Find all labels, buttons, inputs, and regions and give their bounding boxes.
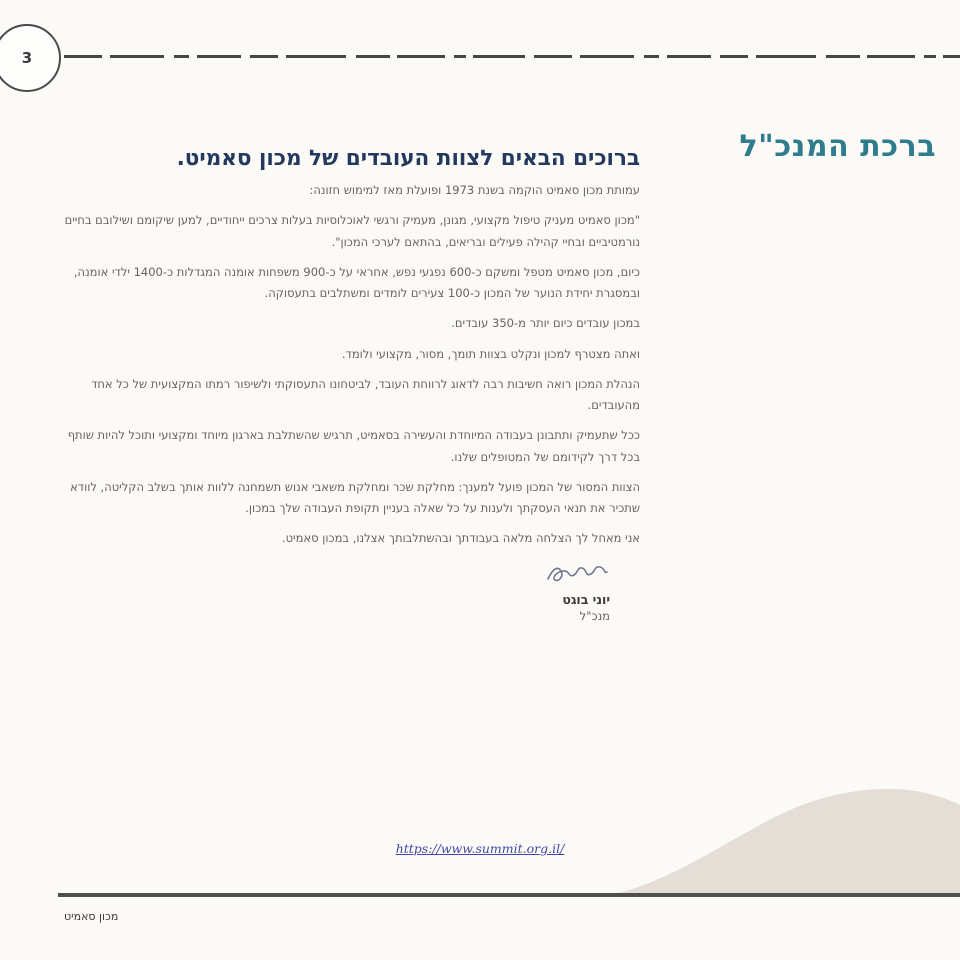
letter-paragraph: הצוות המסור של המכון פועל למענך: מחלקת שכר ומחלקת משאבי אנוש תשמחנה ללוות אותך בשלב הקליטה, לוודא שתכיר את תנאי העסקתך ולענות על כל שאלה בעניין תקופת העבודה שלך במכון. xyxy=(70,479,640,516)
page-title: ברכת המנכ"ל xyxy=(739,129,936,164)
letter-paragraph: במכון עובדים כיום יותר מ-350 עובדים. xyxy=(451,316,640,331)
letter-closing: אני מאחל לך הצלחה מלאה בעבודתך ובהשתלבותך אצלנו, במכון סאמיט. xyxy=(281,531,640,546)
signature-name: יוני בוגט xyxy=(562,591,610,607)
letter-paragraph: "מכון סאמיט מעניק טיפול מקצועי, מגונן, מעמיק ורגשי לאוכלוסיות בעלות צרכים ייחודיים, למען שיקומם ושילובם בחיים נורמטיביים ובחיי קהילה פעילים ובריאים, בהתאם לערכי המכון". xyxy=(64,213,640,249)
website-link[interactable]: https://www.summit.org.il/ xyxy=(395,841,565,856)
page-number: 3 xyxy=(21,49,33,67)
page-number-badge xyxy=(0,24,61,92)
letter-paragraph: ככל שתעמיק ותתבונן בעבודה המיוחדת והעשירה בסאמיט, תרגיש שהשתלבת בארגון מיוחד ומקצועי ותוכל להיות שותף בכל דרך לקידומם של המטופלים שלנו. xyxy=(67,428,640,464)
hill-decoration xyxy=(612,779,960,895)
letter-heading: ברוכים הבאים לצוות העובדים של מכון סאמיט. xyxy=(176,146,640,171)
letter-paragraph: כיום, מכון סאמיט מטפל ומשקם כ-600 נפגעי נפש, אחראי על כ-900 משפחות אומנה המגדלות כ-1400 ילדי אומנה, ובמסגרת יחידת הנוער של המכון כ-100 צעירים לומדים ומשתלבים בתעסוקה. xyxy=(73,264,640,301)
signature-block xyxy=(64,562,610,624)
letter-paragraph: ואתה מצטרף למכון ונקלט בצוות תומך, מסור, מקצועי ולומד. xyxy=(341,346,640,361)
footer-institute-name: מכון סאמיט xyxy=(64,910,119,923)
letter-paragraph: הנהלת המכון רואה חשיבות רבה לדאוג לרווחת העובד, לביטחונו התעסוקתי ולשיפור רמתו המקצועית של כל אחד מהעובדים. xyxy=(91,376,640,413)
handwritten-signature-icon xyxy=(544,562,610,586)
letter-body xyxy=(64,146,640,623)
footer-divider xyxy=(58,893,960,897)
dashed-divider xyxy=(60,54,960,59)
signature-role: מנכ"ל xyxy=(579,609,610,624)
letter-paragraph: עמותת מכון סאמיט הוקמה בשנת 1973 ופועלת מאז למימוש חזונה: xyxy=(309,183,640,197)
